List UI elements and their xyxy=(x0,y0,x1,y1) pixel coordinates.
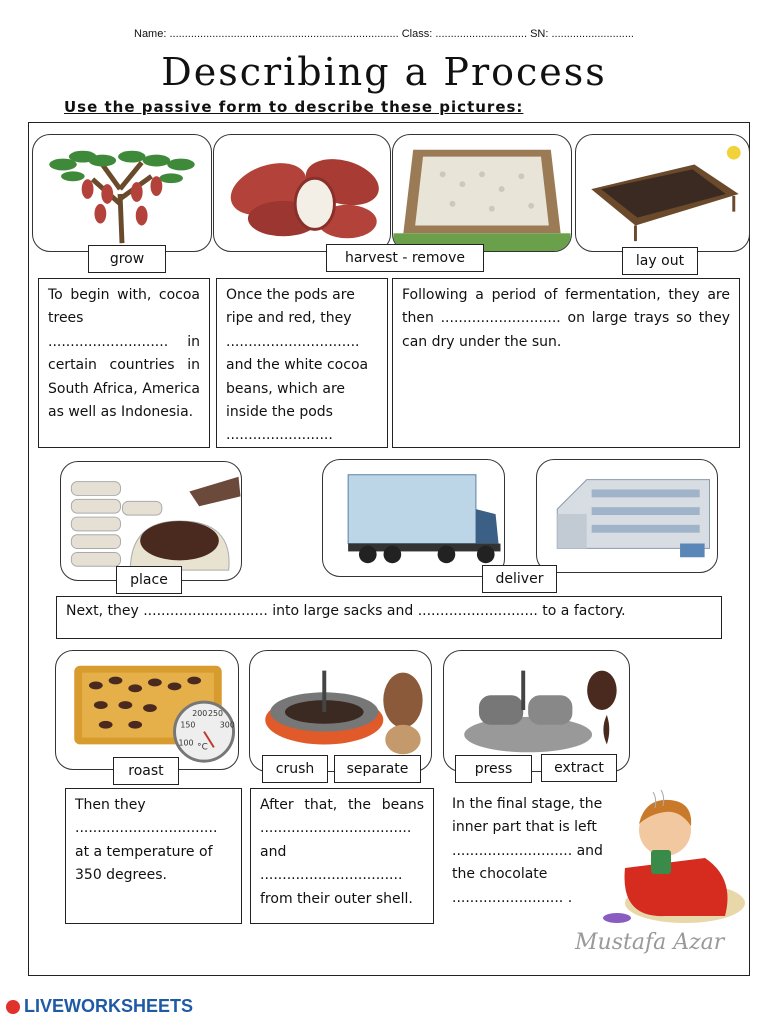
label-extract: extract xyxy=(541,754,617,782)
student-info-line: Name: ........................................................................... Class: .............................. SN: ........................... xyxy=(134,28,634,40)
logo-text: LIVEWORKSHEETS xyxy=(24,996,194,1016)
instructions: Use the passive form to describe these pictures: xyxy=(64,98,524,116)
sacks-picture xyxy=(60,461,242,581)
text-box-place-deliver[interactable]: Next, they ............................ into large sacks and ........................... to a factory. xyxy=(56,596,722,639)
thermometer-unit: °C xyxy=(197,742,208,753)
cocoa-tree-picture xyxy=(32,134,212,252)
text-box-grow[interactable]: To begin with, cocoa trees ........................... in certain countries in South Africa, America as well as Indonesia. xyxy=(38,278,210,448)
drying-tray-picture xyxy=(575,134,750,252)
crushing-picture xyxy=(249,650,432,772)
thermometer-tick: 300 xyxy=(219,720,235,730)
label-crush: crush xyxy=(262,755,328,783)
roasting-picture xyxy=(55,650,239,770)
label-deliver: deliver xyxy=(482,565,557,593)
logo-mark-icon xyxy=(6,1000,20,1014)
thermometer-tick: 100 xyxy=(178,738,194,748)
page-title: Describing a Process xyxy=(161,50,607,94)
label-press: press xyxy=(455,755,532,783)
thermometer-tick: 250 xyxy=(207,708,223,718)
text-box-crush-separate[interactable]: After that, the beans .................................. and ................................ from their outer shell. xyxy=(250,788,434,924)
cocoa-pods-picture xyxy=(213,134,391,252)
label-grow: grow xyxy=(88,245,166,273)
label-harvest-remove: harvest - remove xyxy=(326,244,484,272)
text-box-roast[interactable]: Then they ................................ at a temperature of 350 degrees. xyxy=(65,788,242,924)
label-roast: roast xyxy=(113,757,179,785)
text-box-harvest[interactable]: Once the pods are ripe and red, they .............................. and the white cocoa beans, which are inside the pods ........................ xyxy=(216,278,388,448)
fermentation-box-picture xyxy=(392,134,572,252)
thermometer-tick: 200 xyxy=(192,708,208,718)
truck-picture xyxy=(322,459,505,577)
text-box-lay-out[interactable]: Following a period of fermentation, they are then ........................... on large trays so they can dry under the sun. xyxy=(392,278,740,448)
author-signature: Mustafa Azar xyxy=(575,930,725,955)
label-place: place xyxy=(116,566,182,594)
liveworksheets-logo xyxy=(6,996,193,1017)
child-with-cup-illustration xyxy=(595,788,747,924)
text-box-press-extract[interactable]: In the final stage, the inner part that is left ........................... and the chocolate ......................... . xyxy=(443,788,624,918)
factory-picture xyxy=(536,459,718,573)
label-separate: separate xyxy=(334,755,421,783)
label-lay-out: lay out xyxy=(622,247,698,275)
thermometer-tick: 150 xyxy=(180,720,196,730)
